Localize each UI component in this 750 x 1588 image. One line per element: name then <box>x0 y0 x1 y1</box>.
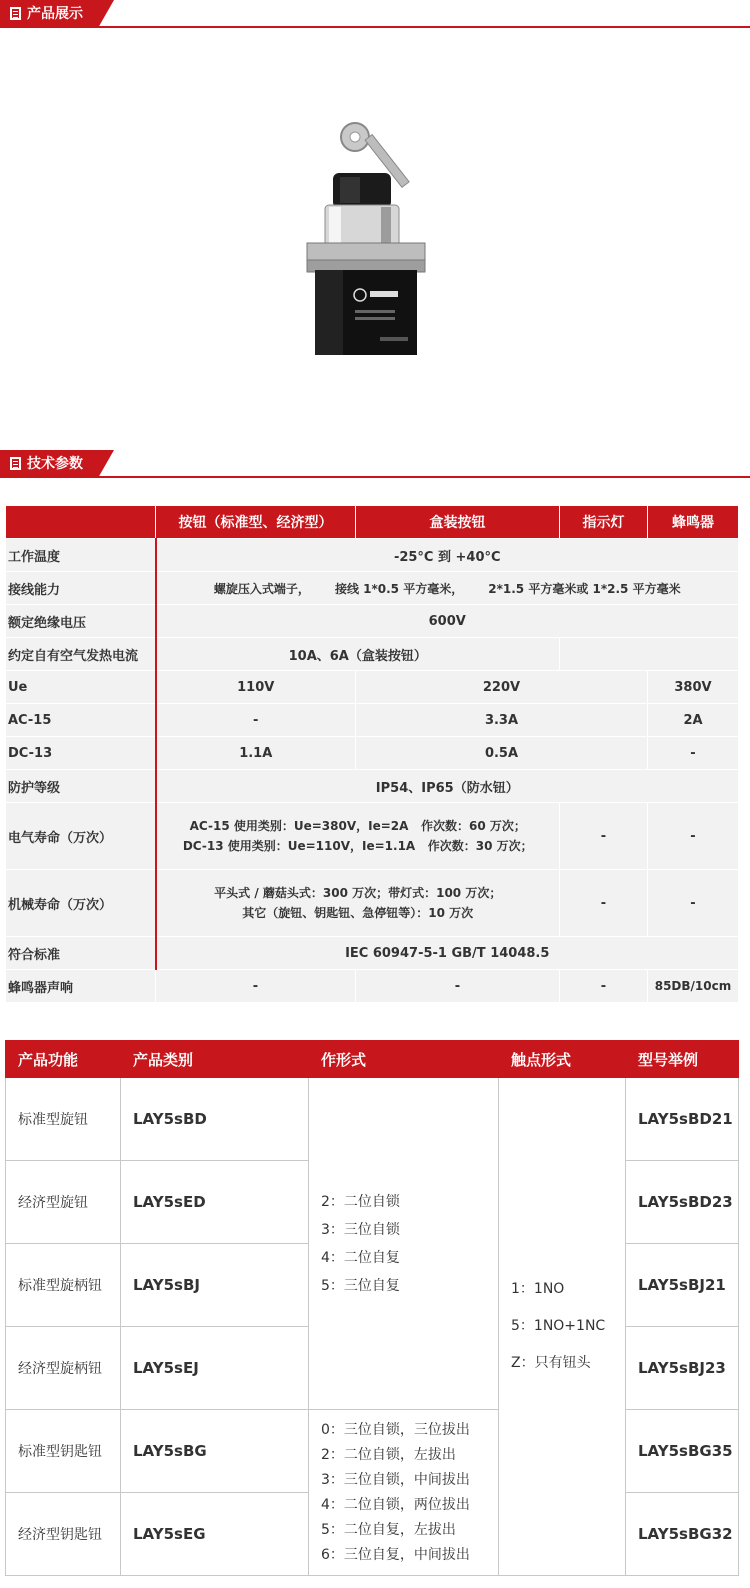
list-item: 2：二位自锁 <box>321 1193 400 1210</box>
cell: 3.3A <box>356 704 648 737</box>
row-label: 工作温度 <box>6 539 156 572</box>
contact-list <box>499 1078 626 1576</box>
section-title: 技术参数 <box>27 456 83 472</box>
cell <box>156 870 560 937</box>
cell: - <box>648 803 739 870</box>
table-header-row <box>6 1041 739 1078</box>
cell: 经济型旋钮 <box>6 1161 121 1244</box>
table-row <box>6 638 739 671</box>
section-title: 产品展示 <box>27 6 83 22</box>
cell: 螺旋压入式端子， 接线 1*0.5 平方毫米， 2*1.5 平方毫米或 1*2.5 平方毫米 <box>156 572 739 605</box>
table-row <box>6 870 739 937</box>
cell-line: DC-13 使用类别：Ue=110V，Ie=1.1A 作次数：30 万次； <box>182 839 533 853</box>
cell: 380V <box>648 671 739 704</box>
cell: LAY5sBG <box>121 1410 309 1493</box>
cell: - <box>156 970 356 1003</box>
cell: 220V <box>356 671 648 704</box>
cell <box>560 638 739 671</box>
table-row <box>6 1410 739 1493</box>
cell-line: 其它（旋钮、钥匙钮、急停钮等）：10 万次 <box>242 906 474 920</box>
table-row <box>6 770 739 803</box>
cell: 标准型旋柄钮 <box>6 1244 121 1327</box>
cell: LAY5sBJ23 <box>626 1327 739 1410</box>
model-table <box>5 1040 739 1576</box>
header-cell <box>6 506 156 539</box>
cell: LAY5sEG <box>121 1493 309 1576</box>
list-item: 3：三位自锁，中间拔出 <box>321 1471 470 1488</box>
cell: LAY5sBJ <box>121 1244 309 1327</box>
list-item: 3：三位自锁 <box>321 1221 400 1238</box>
header-cell: 作形式 <box>309 1041 499 1078</box>
section-header-tech <box>0 450 750 478</box>
cell: 标准型钥匙钮 <box>6 1410 121 1493</box>
cell: 经济型旋柄钮 <box>6 1327 121 1410</box>
header-cell: 盒装按钮 <box>356 506 560 539</box>
cell: LAY5sED <box>121 1161 309 1244</box>
cell: 经济型钥匙钮 <box>6 1493 121 1576</box>
section-tab <box>0 450 98 478</box>
document-icon <box>10 457 21 470</box>
header-cell: 型号举例 <box>626 1041 739 1078</box>
table-row <box>6 970 739 1003</box>
row-label: DC-13 <box>6 737 156 770</box>
cell: -25°C 到 +40°C <box>156 539 739 572</box>
row-label: 符合标准 <box>6 937 156 970</box>
header-cell: 指示灯 <box>560 506 648 539</box>
header-cell: 产品类别 <box>121 1041 309 1078</box>
list-item: 6：三位自复，中间拔出 <box>321 1546 470 1563</box>
row-label: Ue <box>6 671 156 704</box>
cell: 标准型旋钮 <box>6 1078 121 1161</box>
divider <box>98 26 750 28</box>
list-item: Z：只有钮头 <box>511 1355 591 1371</box>
cell: - <box>560 803 648 870</box>
spec-table <box>5 505 739 1003</box>
cell: 1.1A <box>156 737 356 770</box>
table-row <box>6 803 739 870</box>
cell: LAY5sBD <box>121 1078 309 1161</box>
cell: IP54、IP65（防水钮） <box>156 770 739 803</box>
row-label: 机械寿命（万次） <box>6 870 156 937</box>
table-row <box>6 704 739 737</box>
table-row <box>6 539 739 572</box>
row-label: 电气寿命（万次） <box>6 803 156 870</box>
header-cell: 产品功能 <box>6 1041 121 1078</box>
row-label: 蜂鸣器声响 <box>6 970 156 1003</box>
cell: LAY5sEJ <box>121 1327 309 1410</box>
row-label: 接线能力 <box>6 572 156 605</box>
row-label: AC-15 <box>6 704 156 737</box>
row-label: 防护等级 <box>6 770 156 803</box>
product-photo <box>285 115 445 360</box>
cell: 110V <box>156 671 356 704</box>
header-cell: 蜂鸣器 <box>648 506 739 539</box>
cell: LAY5sBJ21 <box>626 1244 739 1327</box>
list-item: 1：1NO <box>511 1281 565 1297</box>
cell: 600V <box>156 605 739 638</box>
cell: - <box>560 870 648 937</box>
cell: - <box>648 870 739 937</box>
list-item: 4：二位自锁，两位拔出 <box>321 1496 470 1513</box>
list-item: 2：二位自锁，左拔出 <box>321 1446 456 1463</box>
row-label: 额定绝缘电压 <box>6 605 156 638</box>
operation-list <box>309 1410 499 1576</box>
document-icon <box>10 7 21 20</box>
cell: 2A <box>648 704 739 737</box>
list-item: 0：三位自锁，三位拔出 <box>321 1421 470 1438</box>
operation-list <box>309 1078 499 1410</box>
list-item: 5：三位自复 <box>321 1277 400 1294</box>
cell: LAY5sBG32 <box>626 1493 739 1576</box>
table-row <box>6 605 739 638</box>
table-row <box>6 1078 739 1161</box>
cell: - <box>156 704 356 737</box>
cell: 85DB/10cm <box>648 970 739 1003</box>
row-label: 约定自有空气发热电流 <box>6 638 156 671</box>
cell: - <box>560 970 648 1003</box>
table-row <box>6 737 739 770</box>
header-cell: 触点形式 <box>499 1041 626 1078</box>
cell-line: 平头式 / 蘑菇头式：300 万次；带灯式：100 万次； <box>214 886 502 900</box>
cell: 0.5A <box>356 737 648 770</box>
table-row <box>6 671 739 704</box>
section-tab <box>0 0 98 28</box>
list-item: 5：二位自复，左拔出 <box>321 1521 456 1538</box>
table-row <box>6 572 739 605</box>
cell: - <box>356 970 560 1003</box>
cell-line: AC-15 使用类别：Ue=380V，Ie=2A 作次数：60 万次； <box>189 819 526 833</box>
cell: LAY5sBD21 <box>626 1078 739 1161</box>
table-header-row <box>6 506 739 539</box>
cell: - <box>648 737 739 770</box>
list-item: 4：二位自复 <box>321 1249 400 1266</box>
header-cell: 按钮（标准型、经济型） <box>156 506 356 539</box>
divider <box>98 476 750 478</box>
cell <box>156 803 560 870</box>
cell: LAY5sBD23 <box>626 1161 739 1244</box>
table-row <box>6 937 739 970</box>
cell: IEC 60947-5-1 GB/T 14048.5 <box>156 937 739 970</box>
cell: 10A、6A（盒装按钮） <box>156 638 560 671</box>
section-header-product <box>0 0 750 28</box>
list-item: 5：1NO+1NC <box>511 1318 606 1334</box>
cell: LAY5sBG35 <box>626 1410 739 1493</box>
